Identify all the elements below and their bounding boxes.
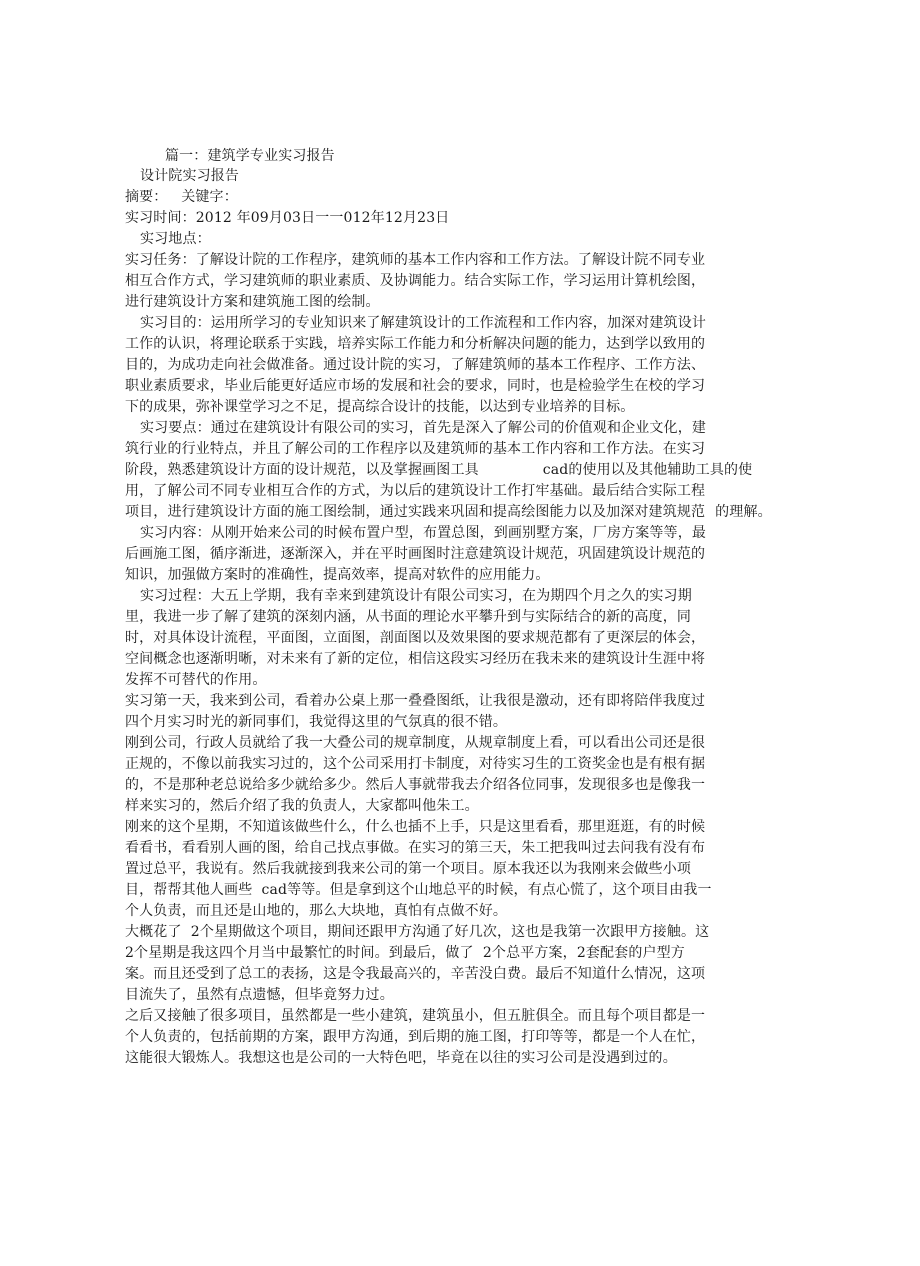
paragraph-line: 目流失了，虽然有点遗憾，但毕竟努力过。 <box>125 987 394 1003</box>
paragraph-line-part: cad的使用以及其他辅助工具的使 <box>542 462 753 478</box>
paragraph-line: 个人负责，而且还是山地的，那么大块地，真怕有点做不好。 <box>125 903 508 919</box>
document-subtitle: 设计院实习报告 <box>140 168 240 184</box>
paragraph-line-part: 的理解。 <box>715 504 772 520</box>
paragraph-line: 这能很大锻炼人。我想这也是公司的一大特色吧，毕竟在以往的实习公司是没遇到过的。 <box>125 1050 677 1066</box>
paragraph-line: 用，了解公司不同专业相互合作的方式，为以后的建筑设计工作打牢基础。最后结合实际工程 <box>125 483 706 499</box>
paragraph-line: 四个月实习时光的新同事们，我觉得这里的气氛真的很不错。 <box>125 714 508 730</box>
paragraph-line: 里，我进一步了解了建筑的深刻内涵，从书面的理论水平攀升到与实际结合的新的高度，同 <box>125 609 691 625</box>
paragraph-line: 置过总平，我说有。然后我就接到我来公司的第一个项目。原本我还以为我刚来会做些小项 <box>125 861 691 877</box>
paragraph-line: 实习要点：通过在建筑设计有限公司的实习，首先是深入了解公司的价值观和企业文化，建 <box>140 420 706 436</box>
paragraph-line: 后画施工图，循序渐进，逐渐深入，并在平时画图时注意建筑设计规范，巩固建筑设计规范的 <box>125 546 706 562</box>
internship-location-line: 实习地点： <box>140 231 211 247</box>
paragraph-line: 看看书，看看别人画的图，给自己找点事做。在实习的第三天，朱工把我叫过去问我有没有布 <box>125 840 706 856</box>
document-title: 篇一：建筑学专业实习报告 <box>165 148 335 164</box>
paragraph-line: 目，帮帮其他人画些 cad等等。但是拿到这个山地总平的时候，有点心慌了，这个项目由我一 <box>125 882 712 898</box>
paragraph-line: 之后又接触了很多项目，虽然都是一些小建筑，建筑虽小，但五脏俱全。而且每个项目都是一 <box>125 1008 706 1024</box>
paragraph-line: 职业素质要求，毕业后能更好适应市场的发展和社会的要求，同时，也是检验学生在校的学习 <box>125 378 706 394</box>
paragraph-line <box>125 502 772 522</box>
paragraph-line-part: 项目，进行建筑设计方面的施工图绘制，通过实践来巩固和提高绘图能力以及加深对建筑规范 <box>125 504 706 520</box>
paragraph-line: 实习第一天，我来到公司，看着办公桌上那一叠叠图纸，让我很是激动，还有即将陪伴我度过 <box>125 693 706 709</box>
paragraph-line: 筑行业的行业特点，并且了解公司的工作程序以及建筑师的基本工作内容和工作方法。在实习 <box>125 441 706 457</box>
paragraph-line: 个人负责的，包括前期的方案，跟甲方沟通，到后期的施工图，打印等等，都是一个人在忙， <box>125 1029 706 1045</box>
paragraph-line: 知识，加强做方案时的准确性，提高效率，提高对软件的应用能力。 <box>125 567 550 583</box>
paragraph-line: 刚到公司，行政人员就给了我一大叠公司的规章制度，从规章制度上看，可以看出公司还是很 <box>125 735 706 751</box>
paragraph-line: 空间概念也逐渐明晰，对未来有了新的定位，相信这段实习经历在我未来的建筑设计生涯中将 <box>125 651 706 667</box>
paragraph-line: 相互合作方式，学习建筑师的职业素质、及协调能力。结合实际工作，学习运用计算机绘图， <box>125 273 706 289</box>
paragraph-line: 目的，为成功走向社会做准备。通过设计院的实习，了解建筑师的基本工作程序、工作方法、 <box>125 357 706 373</box>
abstract-keywords-line: 摘要： 关键字： <box>125 189 238 205</box>
paragraph-line: 工作的认识，将理论联系于实践，培养实际工作能力和分析解决问题的能力，达到学以致用的 <box>125 336 706 352</box>
paragraph-line: 刚来的这个星期，不知道该做些什么，什么也插不上手，只是这里看看，那里逛逛，有的时候 <box>125 819 706 835</box>
paragraph-line-part: 阶段，熟悉建筑设计方面的设计规范，以及掌握画图工具 <box>125 462 479 478</box>
paragraph-line: 2个星期是我这四个月当中最繁忙的时间。到最后，做了 2个总平方案，2套配套的户型方 <box>125 945 685 961</box>
paragraph-line: 大概花了 2个星期做这个项目，期间还跟甲方沟通了好几次，这也是我第一次跟甲方接触。这 <box>125 924 710 940</box>
paragraph-line: 下的成果，弥补课堂学习之不足，提高综合设计的技能，以达到专业培养的目标。 <box>125 399 635 415</box>
paragraph-line: 实习过程：大五上学期，我有幸来到建筑设计有限公司实习，在为期四个月之久的实习期 <box>140 588 692 604</box>
paragraph-line: 的，不是那种老总说给多少就给多少。然后人事就带我去介绍各位同事，发现很多也是像我一 <box>125 777 706 793</box>
paragraph-line: 样来实习的，然后介绍了我的负责人，大家都叫他朱工。 <box>125 798 479 814</box>
paragraph-line <box>125 460 752 480</box>
paragraph-line: 正规的，不像以前我实习过的，这个公司采用打卡制度，对待实习生的工资奖金也是有根有据 <box>125 756 706 772</box>
paragraph-line: 实习目的：运用所学习的专业知识来了解建筑设计的工作流程和工作内容，加深对建筑设计 <box>140 315 706 331</box>
paragraph-line: 案。而且还受到了总工的表扬，这是令我最高兴的，辛苦没白费。最后不知道什么情况，这项 <box>125 966 706 982</box>
paragraph-line: 实习内容：从刚开始来公司的时候布置户型，布置总图，到画别墅方案，厂房方案等等，最 <box>140 525 706 541</box>
paragraph-line: 发挥不可替代的作用。 <box>125 672 267 688</box>
paragraph-line: 进行建筑设计方案和建筑施工图的绘制。 <box>125 294 380 310</box>
paragraph-line: 时，对具体设计流程，平面图，立面图，剖面图以及效果图的要求规范都有了更深层的体会， <box>125 630 706 646</box>
paragraph-line: 实习任务：了解设计院的工作程序，建筑师的基本工作内容和工作方法。了解设计院不同专业 <box>125 252 706 268</box>
internship-time-line: 实习时间：2012 年09月03日一一012年12月23日 <box>125 210 450 226</box>
